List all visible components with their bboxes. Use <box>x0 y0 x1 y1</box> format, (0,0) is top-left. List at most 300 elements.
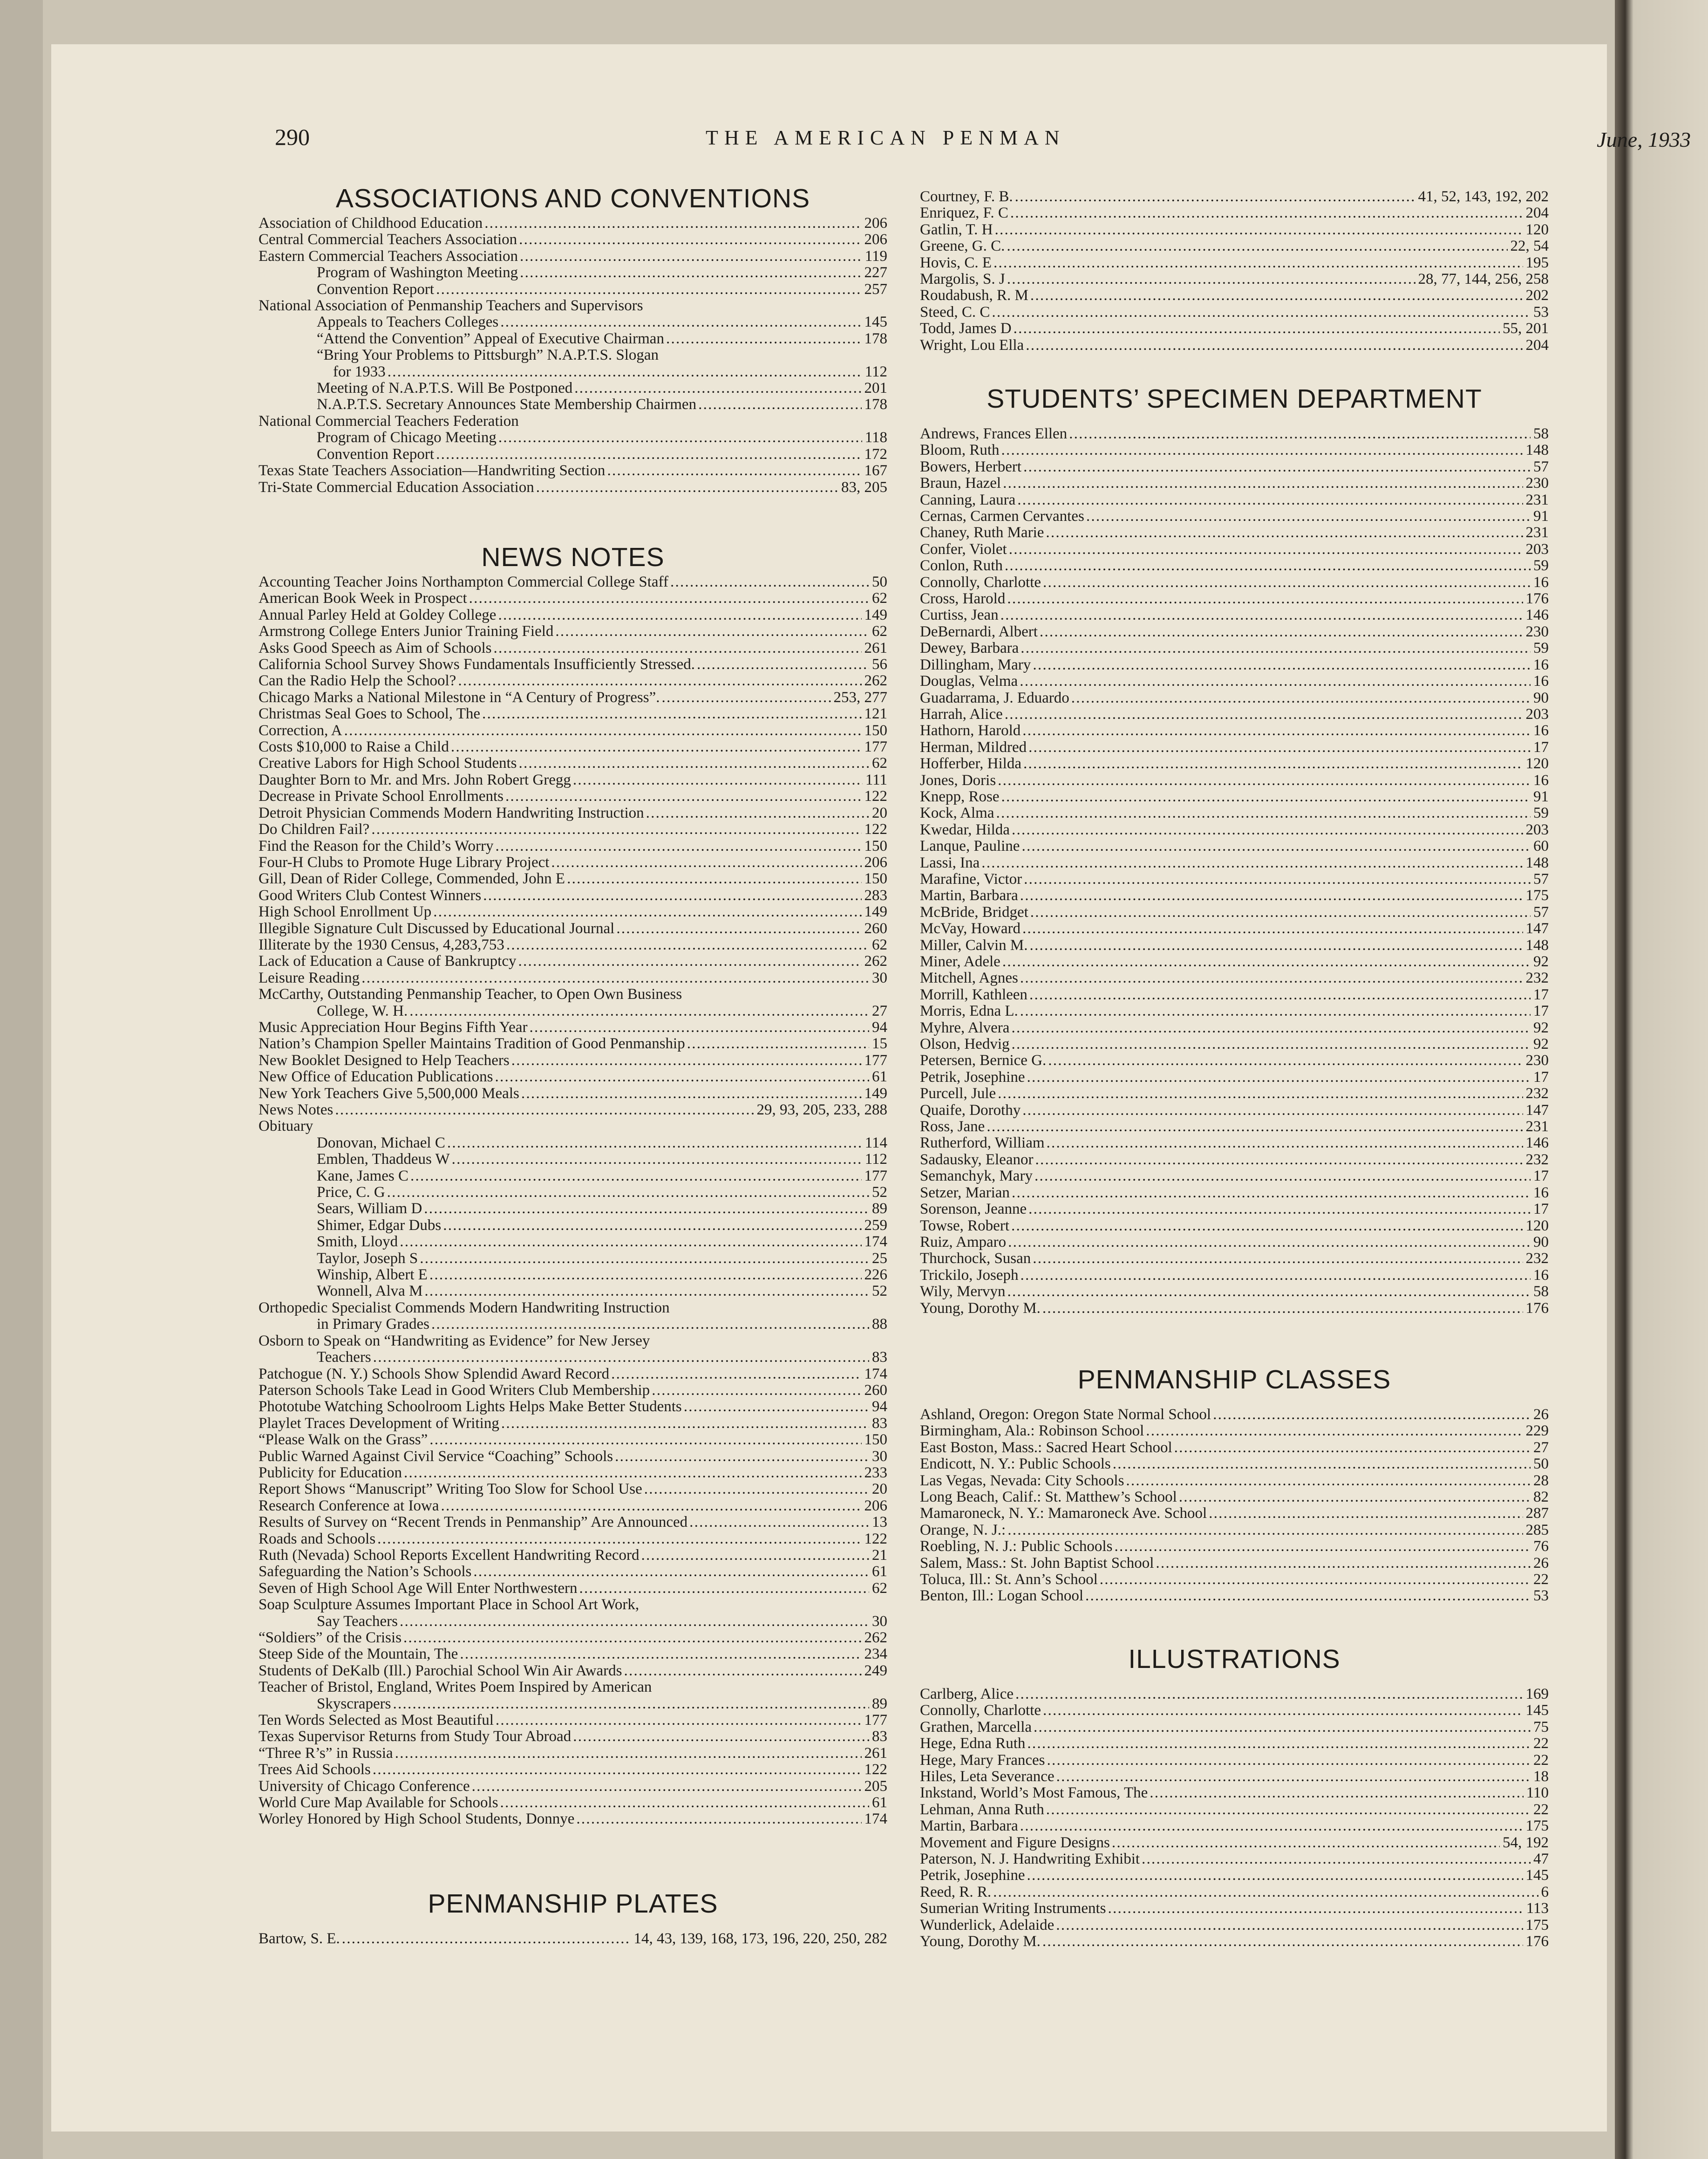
dot-leader <box>481 888 861 904</box>
entry-title: Greene, G. C. <box>920 238 1005 255</box>
page-reference: 16 <box>1533 574 1549 591</box>
page-reference: 262 <box>864 953 887 970</box>
page-reference: 62 <box>872 755 887 772</box>
index-entry <box>920 321 1549 337</box>
page-reference: 90 <box>1533 1233 1549 1250</box>
entry-title: Correction, A <box>259 722 342 739</box>
index-entry <box>259 1019 887 1036</box>
page-reference: 83 <box>872 1728 887 1745</box>
page-reference: 176 <box>1525 1933 1549 1950</box>
entry-title: Program of Washington Meeting <box>317 264 518 281</box>
index-entry <box>920 1069 1549 1086</box>
dot-leader <box>1124 1473 1531 1489</box>
dot-leader <box>398 1613 869 1630</box>
page-reference: 61 <box>872 1068 887 1086</box>
entry-title: Courtney, F. B. <box>920 188 1013 205</box>
page-reference: 52 <box>872 1184 887 1201</box>
entry-title: Association of Childhood Education <box>259 215 483 232</box>
page-reference: 26 <box>1533 1554 1549 1571</box>
page-reference: 261 <box>864 1744 887 1762</box>
index-entry <box>920 1735 1549 1752</box>
index-entry <box>259 430 887 446</box>
dot-leader <box>402 1465 862 1481</box>
index-entry <box>259 706 887 722</box>
dot-leader <box>434 446 861 463</box>
index-entry <box>259 953 887 970</box>
dot-leader <box>1154 1555 1531 1571</box>
index-entry <box>259 904 887 920</box>
page-reference: 231 <box>1525 524 1549 541</box>
index-entry <box>920 574 1549 591</box>
dot-leader <box>431 904 861 920</box>
index-entry <box>259 1135 887 1151</box>
page-reference: 22 <box>1533 1751 1549 1769</box>
dot-leader <box>1021 1102 1523 1119</box>
dot-leader <box>1112 1538 1531 1555</box>
entry-title: Andrews, Frances Ellen <box>920 425 1068 442</box>
page-reference: 52 <box>872 1283 887 1300</box>
entry-title: Ten Words Selected as Most Beautiful <box>259 1712 494 1729</box>
students-specimen-section <box>920 382 1549 1317</box>
dot-leader <box>494 1712 862 1729</box>
dot-leader <box>1038 624 1523 640</box>
entry-title: Obituary <box>259 1118 313 1135</box>
entry-title: Mamaroneck, N. Y.: Mamaroneck Ave. School <box>920 1505 1207 1522</box>
dot-leader <box>622 1663 862 1679</box>
index-entry <box>259 788 887 805</box>
entry-title: N.A.P.T.S. Secretary Announces State Membership Chairmen <box>317 396 697 413</box>
index-entry <box>259 1250 887 1267</box>
index-entry <box>920 921 1549 937</box>
index-entry <box>259 281 887 298</box>
entry-title: Olson, Hedvig <box>920 1036 1010 1053</box>
section-heading: ASSOCIATIONS AND CONVENTIONS <box>335 184 810 213</box>
page-reference: 174 <box>864 1811 887 1828</box>
dot-leader <box>1003 558 1531 574</box>
entry-title: Nation’s Champion Speller Maintains Tradition of Good Penmanship <box>259 1035 685 1052</box>
entry-title: Quaife, Dorothy <box>920 1101 1021 1119</box>
entry-title: Sorenson, Jeanne <box>920 1201 1027 1218</box>
entry-title: Knepp, Rose <box>920 788 1000 805</box>
entry-title: Douglas, Velma <box>920 673 1018 690</box>
dot-leader <box>1033 1152 1523 1168</box>
dot-leader <box>644 805 869 821</box>
page-reference: 174 <box>864 1233 887 1250</box>
entry-title: National Commercial Teachers Federation <box>259 412 519 430</box>
journal-title: THE AMERICAN PENMAN <box>706 126 1066 149</box>
index-entry <box>259 1811 887 1827</box>
index-entry <box>920 1036 1549 1052</box>
dot-leader <box>428 1432 861 1448</box>
entry-title: Birmingham, Ala.: Robinson School <box>920 1422 1144 1440</box>
index-entry <box>920 189 1549 205</box>
dot-leader <box>527 1019 869 1036</box>
entry-title: Martin, Barbara <box>920 1817 1018 1835</box>
dot-leader <box>639 1547 869 1564</box>
index-entry <box>920 1119 1549 1135</box>
page-reference: 206 <box>864 1497 887 1514</box>
dot-leader <box>996 772 1531 789</box>
dot-leader <box>1045 1752 1531 1769</box>
entry-title: Eastern Commercial Teachers Association <box>259 247 518 265</box>
page-reference: 16 <box>1533 1266 1549 1284</box>
index-entry <box>259 1580 887 1597</box>
entry-title: Publicity for Education <box>259 1464 402 1481</box>
page-reference: 195 <box>1525 254 1549 271</box>
dot-leader <box>398 1234 861 1250</box>
entry-title: American Book Week in Prospect <box>259 590 467 607</box>
page-reference: 57 <box>1533 903 1549 921</box>
dot-leader <box>682 1399 869 1415</box>
page-reference: 57 <box>1533 458 1549 475</box>
entry-title: Canning, Laura <box>920 491 1016 508</box>
section-heading: NEWS NOTES <box>481 542 665 572</box>
dot-leader <box>369 821 861 838</box>
entry-title: Four-H Clubs to Promote Huge Library Project <box>259 854 550 871</box>
index-entry <box>920 1300 1549 1317</box>
entry-title: Salem, Mass.: St. John Baptist School <box>920 1554 1154 1571</box>
dot-leader <box>1018 673 1531 690</box>
page-reference: 61 <box>872 1794 887 1811</box>
dot-leader <box>1013 189 1415 205</box>
page-reference: 230 <box>1525 1052 1549 1069</box>
entry-title: Results of Survey on “Recent Trends in Penmanship” Are Announced <box>259 1514 688 1531</box>
dot-leader <box>1005 238 1507 254</box>
index-entry <box>259 364 887 380</box>
index-entry <box>920 1851 1549 1867</box>
dot-leader <box>695 656 869 673</box>
entry-title: Sadausky, Eleanor <box>920 1151 1034 1168</box>
page-reference: 20 <box>872 804 887 821</box>
index-entry <box>259 298 887 314</box>
dot-leader <box>1019 640 1531 656</box>
dot-leader <box>1148 1785 1523 1801</box>
index-entry <box>259 232 887 248</box>
section-heading: PENMANSHIP PLATES <box>428 1889 718 1919</box>
page-reference: 114 <box>864 1134 887 1151</box>
entry-title: Worley Honored by High School Students, Donnye <box>259 1811 575 1828</box>
running-head <box>275 123 1691 161</box>
dot-leader <box>1032 1719 1531 1735</box>
index-entries <box>259 574 887 1828</box>
dot-leader <box>1018 1267 1531 1284</box>
page-reference: 17 <box>1533 738 1549 756</box>
dot-leader <box>518 248 862 265</box>
dot-leader <box>340 1931 631 1947</box>
page-reference: 16 <box>1533 1184 1549 1201</box>
entry-title: Kwedar, Hilda <box>920 821 1010 838</box>
index-entry <box>920 855 1549 871</box>
entry-title: Tri-State Commercial Education Association <box>259 478 534 496</box>
dot-leader <box>1028 287 1523 304</box>
index-entry <box>920 1522 1549 1538</box>
index-entry <box>259 1036 887 1052</box>
dot-leader <box>498 1795 869 1811</box>
page-reference: 53 <box>1533 1587 1549 1605</box>
page-reference: 253, 277 <box>833 689 887 706</box>
page-reference: 122 <box>864 1761 887 1778</box>
index-entry <box>259 1745 887 1762</box>
entry-title: Lanque, Pauline <box>920 838 1020 855</box>
page-reference: 90 <box>1533 689 1549 706</box>
index-entry <box>920 1702 1549 1719</box>
entry-title: Chicago Marks a National Milestone in “A Century of Progress”. <box>259 689 660 706</box>
index-entry <box>259 1448 887 1465</box>
entry-title: Public Warned Against Civil Service “Coaching” Schools <box>259 1448 613 1465</box>
dot-leader <box>517 755 870 772</box>
page-reference: 120 <box>1525 755 1549 772</box>
dot-leader <box>504 937 869 953</box>
page-reference: 122 <box>864 788 887 805</box>
entry-title: Orthopedic Specialist Commends Modern Handwriting Instruction <box>259 1299 670 1316</box>
dot-leader <box>516 953 861 970</box>
dot-leader <box>428 1267 862 1283</box>
entry-title: McCarthy, Outstanding Penmanship Teacher, to Open Own Business <box>259 986 682 1003</box>
page-reference: 178 <box>864 330 887 347</box>
dot-leader <box>371 1762 862 1778</box>
dot-leader <box>642 1481 869 1497</box>
dot-leader <box>483 215 861 232</box>
page-reference: 148 <box>1525 442 1549 459</box>
dot-leader <box>1005 271 1415 287</box>
entry-title: Convention Report <box>317 445 435 463</box>
entry-title: Connolly, Charlotte <box>920 1702 1041 1719</box>
entry-title: Hofferber, Hilda <box>920 755 1021 772</box>
page-reference: 285 <box>1525 1521 1549 1538</box>
index-entry <box>920 1900 1549 1917</box>
entry-title: Paterson, N. J. Handwriting Exhibit <box>920 1851 1140 1868</box>
dot-leader <box>494 838 862 854</box>
entry-title: Costs $10,000 to Raise a Child <box>259 738 449 756</box>
index-entry <box>259 1795 887 1811</box>
index-entry <box>920 1407 1549 1423</box>
dot-leader <box>1055 1769 1531 1785</box>
entry-title: Movement and Figure Designs <box>920 1834 1110 1851</box>
index-entry <box>259 673 887 689</box>
index-entries <box>259 1931 887 1947</box>
page-reference: 283 <box>864 887 887 904</box>
dot-leader <box>1027 739 1531 756</box>
penmanship-plates-continued <box>920 189 1549 354</box>
page-reference: 120 <box>1525 1217 1549 1234</box>
index-entry <box>920 1456 1549 1472</box>
dot-leader <box>493 1069 869 1085</box>
page-reference: 18 <box>1533 1768 1549 1785</box>
index-entry <box>259 1069 887 1085</box>
page-reference: 50 <box>1533 1455 1549 1473</box>
entry-title: Music Appreciation Hour Begins Fifth Year <box>259 1018 528 1036</box>
page-reference: 60 <box>1533 838 1549 855</box>
page-reference: 83 <box>872 1414 887 1432</box>
entry-title: Enriquez, F. C <box>920 205 1008 222</box>
dot-leader <box>1000 442 1523 458</box>
index-entry <box>259 1382 887 1399</box>
dot-leader <box>1009 1218 1523 1234</box>
entry-title: Ruiz, Amparo <box>920 1233 1007 1250</box>
dot-leader <box>418 1250 869 1267</box>
dot-leader <box>333 1102 754 1118</box>
index-entry <box>259 1646 887 1662</box>
page-reference: 30 <box>872 969 887 986</box>
entry-title: Playlet Traces Development of Writing <box>259 1414 499 1432</box>
entry-title: East Boston, Mass.: Sacred Heart School <box>920 1439 1172 1456</box>
page-reference: 22 <box>1533 1735 1549 1752</box>
entry-title: Miner, Adele <box>920 953 1000 970</box>
entry-title: Cernas, Carmen Cervantes <box>920 508 1084 525</box>
dot-leader <box>1031 1250 1523 1267</box>
page-reference: 150 <box>864 1431 887 1448</box>
dot-leader <box>1024 337 1523 354</box>
entry-title: Inkstand, World’s Most Famous, The <box>920 1784 1148 1802</box>
entry-title: Leisure Reading <box>259 969 360 986</box>
dot-leader <box>1207 1505 1523 1522</box>
dot-leader <box>1020 838 1531 854</box>
page-reference: 287 <box>1525 1505 1549 1522</box>
index-entry <box>920 805 1549 821</box>
entry-title: Towse, Robert <box>920 1217 1009 1234</box>
entry-title: Students of DeKalb (Ill.) Parochial School Win Air Awards <box>259 1662 622 1679</box>
index-entry <box>259 479 887 496</box>
dot-leader <box>342 723 862 739</box>
page-reference: 16 <box>1533 722 1549 739</box>
index-entry <box>259 1514 887 1530</box>
issue-date: June, 1933 <box>1597 128 1691 151</box>
entry-title: Harrah, Alice <box>920 705 1003 723</box>
entry-title: Petersen, Bernice G. <box>920 1052 1047 1069</box>
illustrations-section <box>920 1642 1549 1950</box>
dot-leader <box>999 607 1523 623</box>
index-entry <box>259 1316 887 1332</box>
index-entry <box>920 1102 1549 1119</box>
index-entry <box>920 1555 1549 1571</box>
entry-title: Taylor, Joseph S <box>317 1250 418 1267</box>
index-entry <box>920 1835 1549 1851</box>
page-reference: 227 <box>864 264 887 281</box>
index-entry <box>920 541 1549 558</box>
page-reference: 61 <box>872 1563 887 1580</box>
index-entry <box>920 1917 1549 1934</box>
page-reference: 29, 93, 205, 233, 288 <box>756 1101 887 1118</box>
page-reference: 21 <box>872 1546 887 1564</box>
page-reference: 14, 43, 139, 168, 173, 196, 220, 250, 282 <box>633 1930 887 1947</box>
page-reference: 62 <box>872 1579 887 1597</box>
page-reference: 89 <box>872 1695 887 1712</box>
entry-title: Research Conference at Iowa <box>259 1497 439 1514</box>
page-reference: 146 <box>1525 1134 1549 1152</box>
index-entry <box>920 426 1549 442</box>
entry-title: Trees Aid Schools <box>259 1761 371 1778</box>
dot-leader <box>1009 1020 1531 1036</box>
dot-leader <box>393 1745 862 1762</box>
index-entry <box>920 1884 1549 1900</box>
index-entry <box>259 1630 887 1646</box>
entry-title: Emblen, Thaddeus W <box>317 1151 450 1168</box>
section-heading: ILLUSTRATIONS <box>1128 1644 1341 1674</box>
dot-leader <box>1010 1036 1531 1052</box>
entry-title: Guadarrama, J. Eduardo <box>920 689 1069 706</box>
dot-leader <box>664 331 862 347</box>
index-entry <box>259 574 887 590</box>
entry-title: Roebling, N. J.: Public Schools <box>920 1538 1113 1555</box>
dot-leader <box>980 855 1523 871</box>
page-reference: 261 <box>864 639 887 656</box>
index-entry <box>259 1729 887 1745</box>
index-entry <box>259 1366 887 1382</box>
index-entry <box>259 937 887 953</box>
index-entry <box>920 706 1549 723</box>
entry-title: New Booklet Designed to Help Teachers <box>259 1052 510 1069</box>
dot-leader <box>1005 591 1523 607</box>
index-entry <box>920 1473 1549 1489</box>
page-reference: 16 <box>1533 772 1549 789</box>
entry-title: Benton, Ill.: Logan School <box>920 1587 1084 1605</box>
index-entry <box>259 772 887 788</box>
index-entry <box>920 1020 1549 1036</box>
index-entry <box>920 508 1549 525</box>
entry-title: Detroit Physician Commends Modern Handwriting Instruction <box>259 804 644 821</box>
entry-title: “Please Walk on the Grass” <box>259 1431 428 1448</box>
index-entry <box>920 723 1549 739</box>
index-entry <box>259 690 887 706</box>
dot-leader <box>668 574 869 590</box>
entry-title: Asks Good Speech as Aim of Schools <box>259 639 492 656</box>
dot-leader <box>1021 723 1531 739</box>
index-entry <box>920 222 1549 238</box>
dot-leader <box>1054 1917 1523 1934</box>
index-entry <box>920 640 1549 656</box>
page-reference: 41, 52, 143, 192, 202 <box>1418 188 1549 205</box>
entry-title: Safeguarding the Nation’s Schools <box>259 1563 472 1580</box>
page-reference: 177 <box>864 1712 887 1729</box>
entry-title: Appeals to Teachers Colleges <box>317 314 499 331</box>
page-reference: 20 <box>872 1481 887 1498</box>
entry-title: Herman, Mildred <box>920 738 1027 756</box>
page-reference: 204 <box>1525 205 1549 222</box>
section-heading: STUDENTS’ SPECIMEN DEPARTMENT <box>987 384 1482 414</box>
index-entry <box>920 1769 1549 1785</box>
index-entry <box>920 1802 1549 1818</box>
index-entry <box>259 1778 887 1795</box>
page-reference: 177 <box>864 1052 887 1069</box>
entry-title: “Three R’s” in Russia <box>259 1744 393 1762</box>
entry-title: Patchogue (N. Y.) Schools Show Splendid Award Record <box>259 1365 610 1382</box>
entry-title: Can the Radio Help the School? <box>259 672 456 690</box>
dot-leader <box>458 1646 861 1662</box>
dot-leader <box>1211 1407 1531 1423</box>
dot-leader <box>386 364 862 380</box>
entry-title: Myhre, Alvera <box>920 1019 1010 1036</box>
dot-leader <box>1022 871 1531 888</box>
index-entry <box>920 1201 1549 1217</box>
dot-leader <box>1041 1934 1523 1950</box>
index-entry <box>259 1151 887 1168</box>
index-entry <box>259 1498 887 1514</box>
index-entry <box>920 459 1549 475</box>
entry-title: Mitchell, Agnes <box>920 970 1018 987</box>
page-reference: 122 <box>864 821 887 838</box>
page-reference: 16 <box>1533 673 1549 690</box>
dot-leader <box>534 479 838 496</box>
dot-leader <box>990 304 1531 321</box>
dot-leader <box>613 1448 869 1465</box>
index-entry <box>259 1003 887 1019</box>
dot-leader <box>1014 1686 1523 1702</box>
page-reference: 50 <box>872 574 887 590</box>
index-entry <box>259 1102 887 1118</box>
dot-leader <box>401 1630 861 1646</box>
entry-title: Ross, Jane <box>920 1118 985 1135</box>
index-entry <box>920 772 1549 789</box>
